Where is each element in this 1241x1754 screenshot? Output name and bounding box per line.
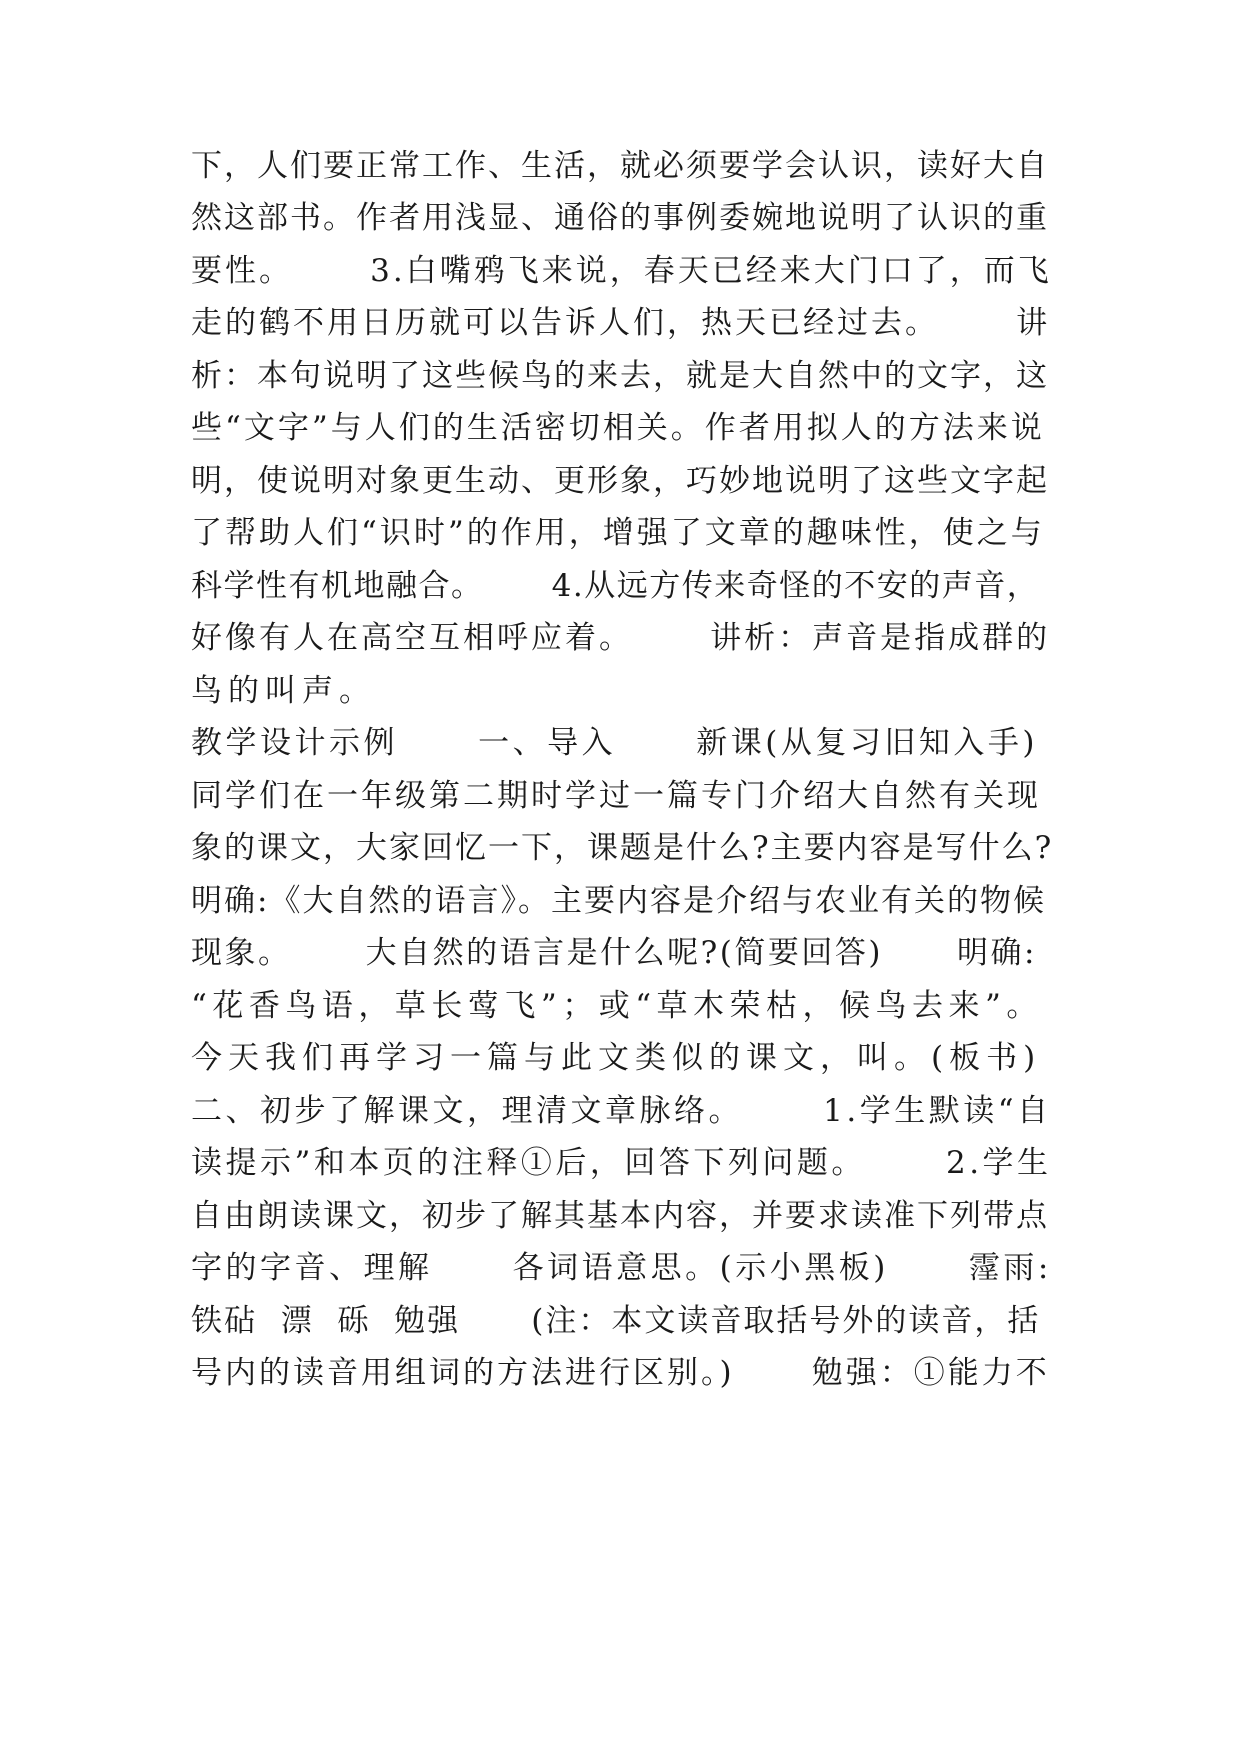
text-line: 自由朗读课文，初步了解其基本内容，并要求读准下列带点 [191,1198,1049,1234]
text-line: 些“文字”与人们的生活密切相关。作者用拟人的方法来说 [191,410,1045,446]
text-line: 铁砧 漂 砾 勉强 (注：本文读音取括号外的读音，括 [191,1303,1041,1339]
text-line: 现象。 大自然的语言是什么呢?(简要回答) 明确: [191,935,1037,971]
text-line: 了帮助人们“识时”的作用，增强了文章的趣味性，使之与 [191,515,1045,551]
text-line: 科学性有机地融合。 4.从远方传来奇怪的不安的声音， [191,568,1040,604]
text-line: “花香鸟语，草长莺飞”；或“草木荣枯，候鸟去来”。 [191,988,1043,1024]
text-line: 教学设计示例 一、导入 新课(从复习旧知入手) [191,725,1038,761]
text-line: 走的鹤不用日历就可以告诉人们，热天已经过去。 讲 [191,305,1051,341]
text-line: 读提示”和本页的注释①后，回答下列问题。 2.学生 [191,1145,1052,1181]
text-line: 二、初步了解课文，理清文章脉络。 1.学生默读“自 [191,1093,1052,1129]
text-line: 好像有人在高空互相呼应着。 讲析：声音是指成群的 [191,620,1051,656]
text-line: 下，人们要正常工作、生活，就必须要学会认识，读好大自 [191,148,1049,184]
text-line: 明确:《大自然的语言》。主要内容是介绍与农业有关的物候 [191,883,1046,919]
text-line: 析：本句说明了这些候鸟的来去，就是大自然中的文字，这 [191,358,1049,394]
text-line: 明，使说明对象更生动、更形象，巧妙地说明了这些文字起 [191,463,1049,499]
text-line: 要性。 3.白嘴鸦飞来说，春天已经来大门口了，而飞 [191,253,1052,289]
text-line: 字的字音、理解 各词语意思。(示小黑板) 霪雨: [191,1250,1052,1286]
text-line: 然这部书。作者用浅显、通俗的事例委婉地说明了认识的重 [191,200,1049,236]
text-line: 同学们在一年级第二期时学过一篇专门介绍大自然有关现 [191,778,1041,814]
text-line: 今天我们再学习一篇与此文类似的课文，叫。(板书) [191,1040,1042,1076]
text-line: 号内的读音用组词的方法进行区别。) 勉强：①能力不 [191,1355,1050,1391]
text-line: 鸟的叫声。 [191,673,376,709]
text-line: 象的课文，大家回忆一下，课题是什么?主要内容是写什么? [191,830,1054,866]
